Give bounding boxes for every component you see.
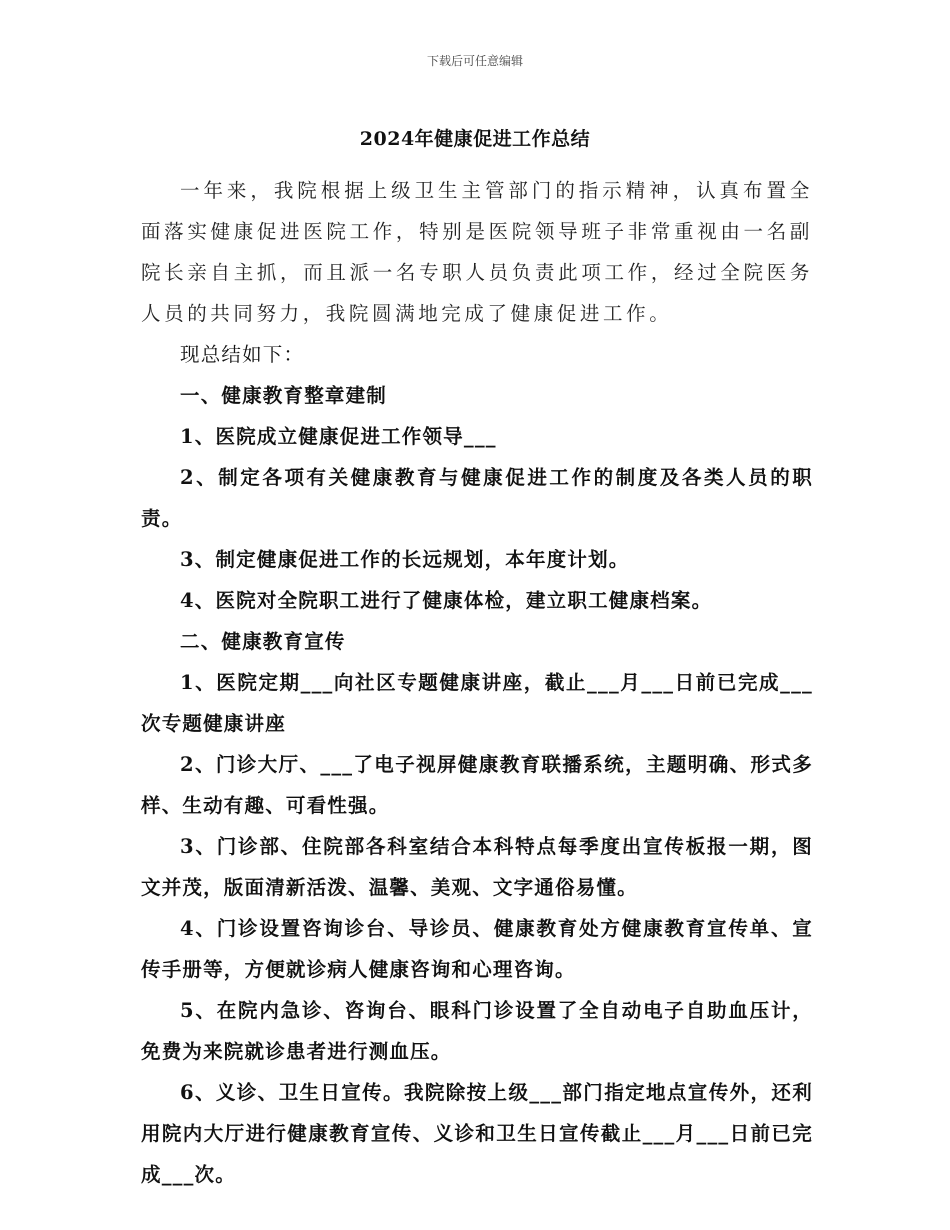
list-item: 3、门诊部、住院部各科室结合本科特点每季度出宣传板报一期，图文并茂，版面清新活泼、温馨、美观、文字通俗易懂。 [141, 835, 813, 899]
list-item: 6、义诊、卫生日宣传。我院除按上级___部门指定地点宣传外，还利用院内大厅进行健康教育宣传、义诊和卫生日宣传截止___月___日前已完成___次。 [141, 1081, 813, 1186]
list-item: 1、医院成立健康促进工作领导___ [180, 425, 497, 448]
document-title: 2024年健康促进工作总结 [359, 128, 591, 150]
document-body [141, 170, 813, 1195]
list-item: 5、在院内急诊、咨询台、眼科门诊设置了全自动电子自助血压计，免费为来院就诊患者进行测血压。 [141, 999, 813, 1063]
section-heading-2: 二、健康教育宣传 [180, 630, 346, 653]
list-item: 4、医院对全院职工进行了健康体检，建立职工健康档案。 [180, 589, 713, 612]
section-heading-1: 一、健康教育整章建制 [180, 384, 388, 407]
header-note: 下载后可任意编辑 [426, 54, 523, 68]
list-item: 2、门诊大厅、___了电子视屏健康教育联播系统，主题明确、形式多样、生动有趣、可看性强。 [141, 753, 813, 817]
summary-lead: 现总结如下： [180, 343, 305, 366]
list-item: 1、医院定期___向社区专题健康讲座，截止___月___日前已完成___次专题健康讲座 [141, 671, 813, 735]
list-item: 3、制定健康促进工作的长远规划，本年度计划。 [180, 548, 630, 571]
list-item: 4、门诊设置咨询诊台、导诊员、健康教育处方健康教育宣传单、宣传手册等，方便就诊病人健康咨询和心理咨询。 [141, 917, 813, 981]
list-item: 2、制定各项有关健康教育与健康促进工作的制度及各类人员的职责。 [141, 466, 813, 530]
intro-paragraph: 一年来，我院根据上级卫生主管部门的指示精神，认真布置全面落实健康促进医院工作，特别是医院领导班子非常重视由一名副院长亲自主抓，而且派一名专职人员负责此项工作，经过全院医务人员的共同努力，我院圆满地完成了健康促进工作。 [141, 179, 813, 325]
